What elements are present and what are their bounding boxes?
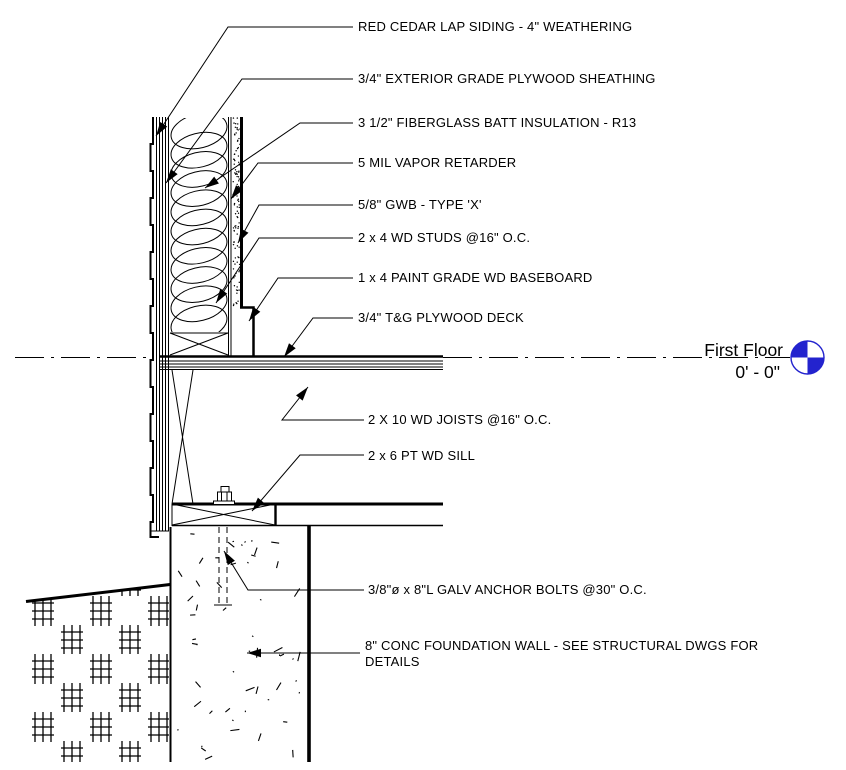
level-elevation-label: 0' - 0" — [735, 362, 780, 382]
leader-11 — [247, 649, 360, 657]
anchor-bolt — [214, 487, 235, 606]
callout-label-bolts: 3/8"ø x 8"L GALV ANCHOR BOLTS @30" O.C. — [368, 582, 647, 597]
foundation-wall — [171, 525, 310, 762]
callout-label-sheathing: 3/4" EXTERIOR GRADE PLYWOOD SHEATHING — [358, 71, 656, 86]
floor-deck — [159, 357, 443, 370]
leader-4 — [238, 205, 353, 243]
callout-label-deck: 3/4" T&G PLYWOOD DECK — [358, 310, 524, 325]
sill-plate — [172, 503, 443, 526]
callout-label-foundation-2: DETAILS — [365, 654, 420, 669]
callout-label-siding: RED CEDAR LAP SIDING - 4" WEATHERING — [358, 19, 633, 34]
level-datum-icon — [791, 341, 824, 374]
leader-0 — [156, 27, 353, 136]
callout-label-foundation: 8" CONC FOUNDATION WALL - SEE STRUCTURAL DWGS FOR — [365, 638, 759, 653]
leader-2 — [205, 123, 353, 188]
callout-label-studs: 2 x 4 WD STUDS @16" O.C. — [358, 230, 531, 245]
callout-label-gwb: 5/8" GWB - TYPE 'X' — [358, 197, 482, 212]
leader-8 — [282, 387, 364, 420]
leader-10 — [224, 551, 364, 590]
leader-6 — [249, 278, 353, 321]
leader-1 — [166, 79, 353, 183]
concrete-hatch — [177, 534, 300, 760]
rim-joist — [172, 370, 193, 504]
callout-label-sill: 2 x 6 PT WD SILL — [368, 448, 475, 463]
earth-hatch — [28, 584, 169, 762]
callout-label-insulation: 3 1/2" FIBERGLASS BATT INSULATION - R13 — [358, 115, 637, 130]
bottom-plate — [170, 333, 228, 355]
leader-7 — [284, 318, 353, 357]
plywood-sheathing — [157, 117, 169, 531]
batt-insulation — [167, 108, 231, 347]
level-name-label: First Floor — [704, 340, 783, 360]
callout-label-baseboard: 1 x 4 PAINT GRADE WD BASEBOARD — [358, 270, 593, 285]
callout-label-joists: 2 X 10 WD JOISTS @16" O.C. — [368, 412, 552, 427]
leader-3 — [231, 163, 353, 199]
callout-label-vapor: 5 MIL VAPOR RETARDER — [358, 155, 517, 170]
callout-leaders — [156, 27, 364, 657]
